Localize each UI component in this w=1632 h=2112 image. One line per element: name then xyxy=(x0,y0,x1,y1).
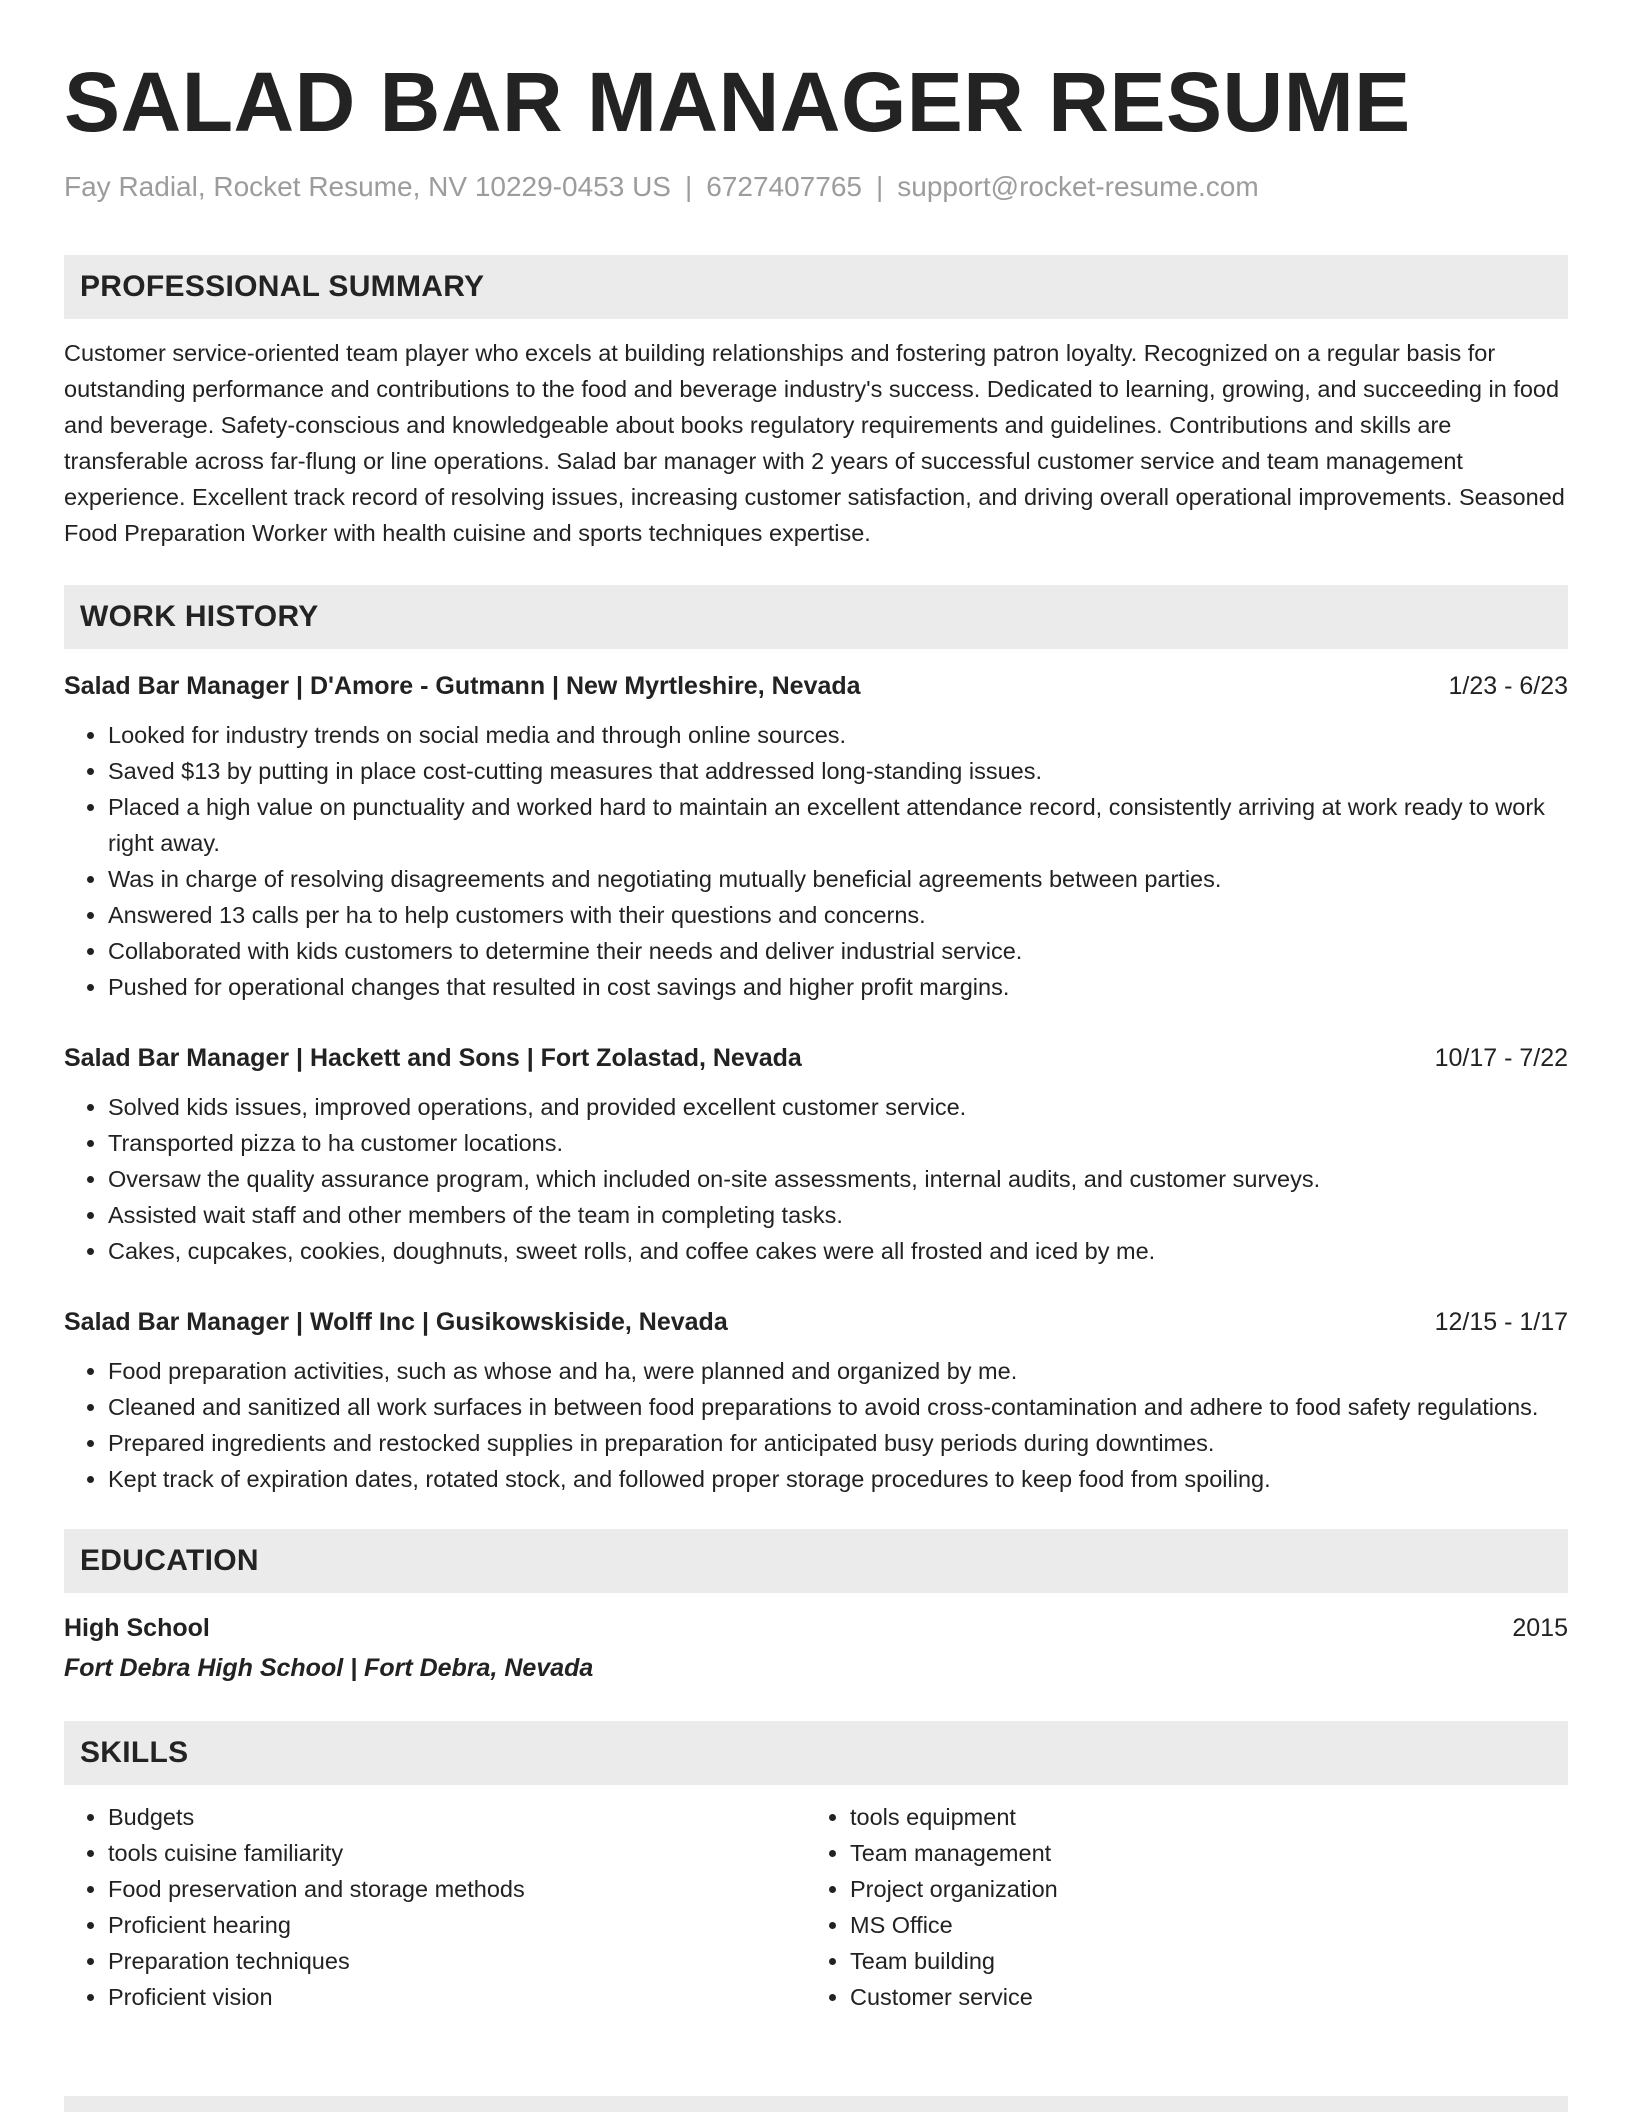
job-bullets xyxy=(64,717,1568,1005)
skill-item: • tools cuisine familiarity xyxy=(108,1835,806,1871)
skill-item: • MS Office xyxy=(850,1907,1548,1943)
summary-text: Customer service-oriented team player who excels at building relationships and fostering patron loyalty. Recognized on a regular basis for outstanding performance and contributions to the food and beverage industry's success. Dedicated to learning, growing, and succeeding in food and beverage. Safety-conscious and knowledgeable about books regulatory requirements and guidelines. Contributions and skills are transferable across far-flung or line operations. Salad bar manager with 2 years of successful customer service and team management experience. Excellent track record of resolving issues, increasing customer satisfaction, and driving overall operational improvements. Seasoned Food Preparation Worker with health cuisine and sports techniques expertise. xyxy=(64,340,1565,546)
job-dates: 1/23 - 6/23 xyxy=(1448,672,1568,700)
section-header-work-history: WORK HISTORY xyxy=(64,585,1568,649)
job-entry xyxy=(64,1305,1568,1497)
job-bullet: • Prepared ingredients and restocked supplies in preparation for anticipated busy periods during downtimes. xyxy=(108,1425,1568,1461)
job-bullet: • Placed a high value on punctuality and worked hard to maintain an excellent attendance record, consistently arriving at work ready to work right away. xyxy=(108,789,1568,861)
job-bullet: • Transported pizza to ha customer locations. xyxy=(108,1125,1568,1161)
job-header xyxy=(64,669,1568,703)
resume-page xyxy=(64,0,1568,2015)
job-title: Salad Bar Manager | Wolff Inc | Gusikowskiside, Nevada xyxy=(64,1308,728,1336)
job-bullet: • Cakes, cupcakes, cookies, doughnuts, sweet rolls, and coffee cakes were all frosted and iced by me. xyxy=(108,1233,1568,1269)
job-bullet: • Collaborated with kids customers to determine their needs and deliver industrial service. xyxy=(108,933,1568,969)
job-bullet: • Answered 13 calls per ha to help customers with their questions and concerns. xyxy=(108,897,1568,933)
skill-item: • Proficient hearing xyxy=(108,1907,806,1943)
job-bullet: • Assisted wait staff and other members of the team in completing tasks. xyxy=(108,1197,1568,1233)
skills-columns xyxy=(64,1799,1568,2015)
skill-item: • Preparation techniques xyxy=(108,1943,806,1979)
job-entry xyxy=(64,1041,1568,1269)
job-bullet: • Pushed for operational changes that resulted in cost savings and higher profit margins. xyxy=(108,969,1568,1005)
contact-separator: | xyxy=(684,171,693,202)
skill-item: • Team management xyxy=(850,1835,1548,1871)
job-bullet: • Looked for industry trends on social media and through online sources. xyxy=(108,717,1568,753)
job-header xyxy=(64,1305,1568,1339)
contact-email: support@rocket-resume.com xyxy=(897,171,1259,202)
job-bullet: • Kept track of expiration dates, rotated stock, and followed proper storage procedures to keep food from spoiling. xyxy=(108,1461,1568,1497)
contact-line xyxy=(64,170,1568,204)
skill-item: • Proficient vision xyxy=(108,1979,806,2015)
education-header xyxy=(64,1611,1568,1645)
resume-title: SALAD BAR MANAGER RESUME xyxy=(64,55,1411,149)
job-bullet: • Was in charge of resolving disagreements and negotiating mutually beneficial agreements between parties. xyxy=(108,861,1568,897)
section-header-skills: SKILLS xyxy=(64,1721,1568,1785)
education-degree: High School xyxy=(64,1614,210,1642)
contact-separator: | xyxy=(875,171,884,202)
job-dates: 12/15 - 1/17 xyxy=(1434,1308,1568,1336)
contact-phone: 6727407765 xyxy=(706,171,862,202)
education-entry xyxy=(64,1611,1568,1685)
next-section-header-band xyxy=(64,2096,1568,2112)
skill-item: • Team building xyxy=(850,1943,1548,1979)
job-bullets xyxy=(64,1089,1568,1269)
job-title: Salad Bar Manager | Hackett and Sons | Fort Zolastad, Nevada xyxy=(64,1044,802,1072)
job-bullet: • Oversaw the quality assurance program, which included on-site assessments, internal audits, and customer surveys. xyxy=(108,1161,1568,1197)
section-header-summary: PROFESSIONAL SUMMARY xyxy=(64,255,1568,319)
contact-address: Fay Radial, Rocket Resume, NV 10229-0453 US xyxy=(64,171,671,202)
skill-item: • Food preservation and storage methods xyxy=(108,1871,806,1907)
job-bullet: • Saved $13 by putting in place cost-cutting measures that addressed long-standing issues. xyxy=(108,753,1568,789)
section-header-education: EDUCATION xyxy=(64,1529,1568,1593)
skills-left-column xyxy=(64,1799,806,2015)
skills-right-column xyxy=(806,1799,1548,2015)
education-year: 2015 xyxy=(1512,1614,1568,1642)
job-entry xyxy=(64,669,1568,1005)
education-school: Fort Debra High School | Fort Debra, Nevada xyxy=(64,1654,594,1682)
job-bullet: • Cleaned and sanitized all work surfaces in between food preparations to avoid cross-contamination and adhere to food safety regulations. xyxy=(108,1389,1568,1425)
job-bullet: • Solved kids issues, improved operations, and provided excellent customer service. xyxy=(108,1089,1568,1125)
skill-item: • Budgets xyxy=(108,1799,806,1835)
skill-item: • Customer service xyxy=(850,1979,1548,2015)
job-title: Salad Bar Manager | D'Amore - Gutmann | New Myrtleshire, Nevada xyxy=(64,672,861,700)
job-bullet: • Food preparation activities, such as whose and ha, were planned and organized by me. xyxy=(108,1353,1568,1389)
skill-item: • Project organization xyxy=(850,1871,1548,1907)
job-header xyxy=(64,1041,1568,1075)
job-dates: 10/17 - 7/22 xyxy=(1434,1044,1568,1072)
job-bullets xyxy=(64,1353,1568,1497)
skill-item: • tools equipment xyxy=(850,1799,1548,1835)
